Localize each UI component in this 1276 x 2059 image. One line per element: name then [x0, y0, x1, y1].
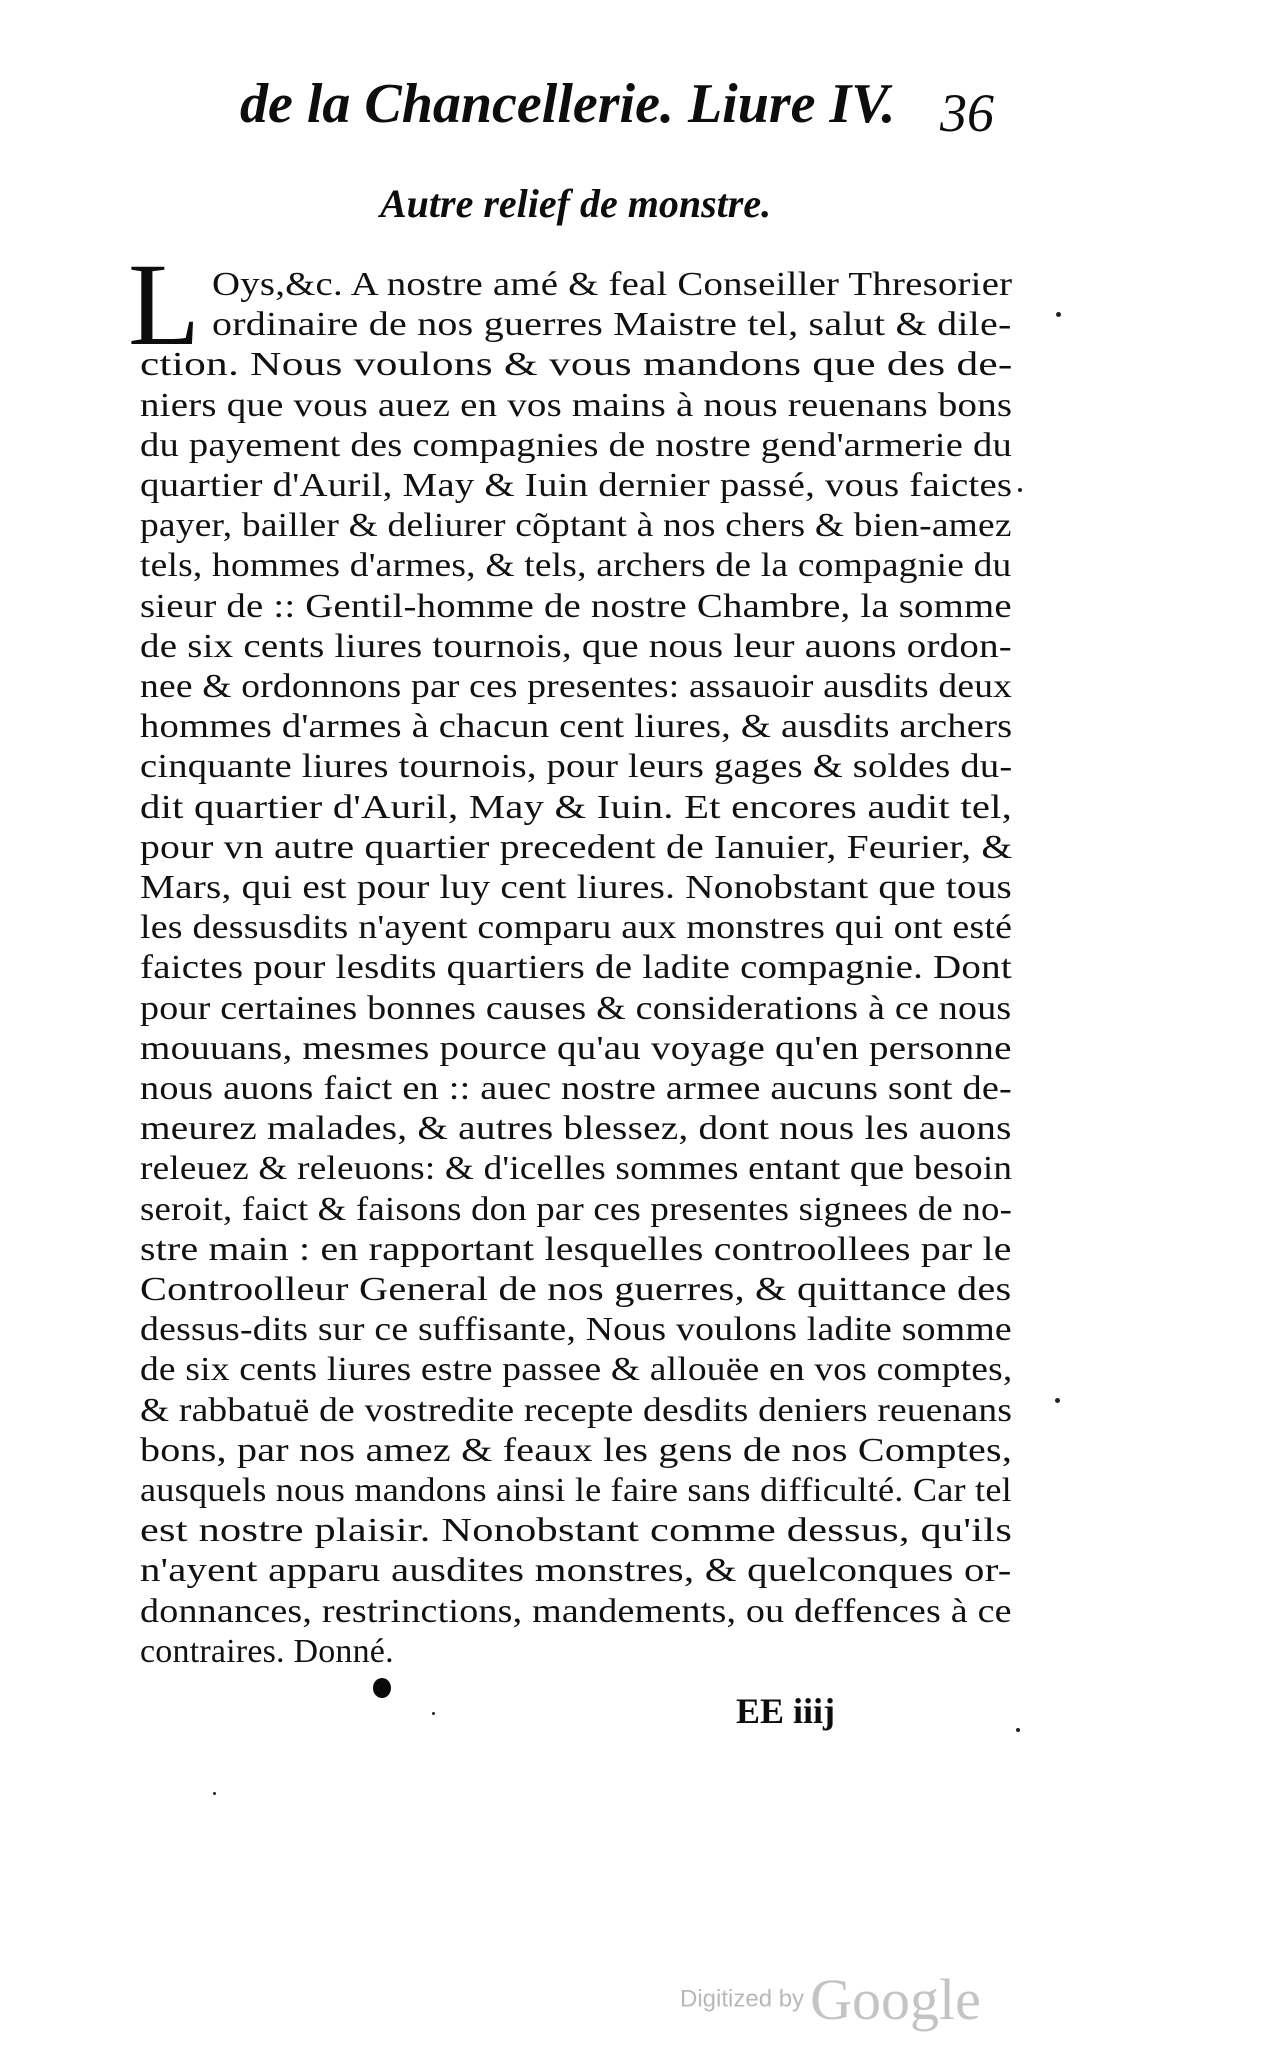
- text-line: sieur de :: Gentil-homme de nostre Chambre, la somme: [140, 588, 1012, 625]
- text-line: dit quartier d'Auril, May & Iuin. Et encores audit tel,: [140, 789, 1013, 826]
- text-line: les dessusdits n'ayent comparu aux monstres qui ont esté: [140, 909, 1013, 946]
- text-line: releuez & releuons: & d'icelles sommes entant que besoin: [140, 1150, 1013, 1187]
- text-line: ction. Nous voulons & vous mandons que des de-: [140, 346, 1013, 383]
- text-line: donnances, restrinctions, mandements, ou deffences à ce: [140, 1593, 1012, 1630]
- text-line: nous auons faict en :: auec nostre armee aucuns sont de-: [140, 1070, 1013, 1107]
- ink-speck: [213, 1792, 216, 1795]
- text-line: hommes d'armes à chacun cent liures, & ausdits archers: [140, 708, 1013, 745]
- signature-mark: EE iiij: [736, 1691, 836, 1731]
- text-line: & rabbatuë de vostredite recepte desdits deniers reuenans: [140, 1392, 1013, 1429]
- text-line: cinquante liures tournois, pour leurs gages & soldes du-: [140, 748, 1013, 785]
- running-head: de la Chancellerie. Liure IV.: [240, 73, 896, 135]
- text-line: mouuans, mesmes pource qu'au voyage qu'en personne: [140, 1030, 1012, 1067]
- ink-speck: [1016, 1728, 1020, 1732]
- ink-blot: [373, 1678, 391, 1698]
- page-number: 36: [940, 83, 994, 143]
- text-line: Controolleur General de nos guerres, & quittance des: [140, 1271, 1012, 1308]
- text-line: niers que vous auez en vos mains à nous reuenans bons: [140, 387, 1013, 424]
- digitization-watermark: [680, 1966, 981, 2033]
- text-line: n'ayent apparu ausdites monstres, & quelconques or-: [140, 1552, 1012, 1589]
- google-logo: Google: [810, 1967, 981, 2032]
- text-line: de six cents liures tournois, que nous leur auons ordon-: [140, 628, 1012, 665]
- ink-speck: [1055, 1398, 1060, 1403]
- text-line: Mars, qui est pour luy cent liures. Nonobstant que tous: [140, 869, 1013, 906]
- text-line: pour certaines bonnes causes & considerations à ce nous: [140, 990, 1012, 1027]
- text-line: bons, par nos amez & feaux les gens de nos Comptes,: [140, 1432, 1013, 1469]
- ink-speck: [1056, 312, 1061, 317]
- ink-speck: [432, 1712, 435, 1715]
- text-line: seroit, faict & faisons don par ces presentes signees de no-: [140, 1191, 1013, 1228]
- text-line: payer, bailler & deliurer cõptant à nos chers & bien-amez: [140, 507, 1012, 544]
- text-line: nee & ordonnons par ces presentes: assauoir ausdits deux: [140, 668, 1013, 705]
- text-line: meurez malades, & autres blessez, dont nous les auons: [140, 1110, 1012, 1147]
- text-line: ordinaire de nos guerres Maistre tel, salut & dile-: [212, 306, 1012, 343]
- ink-speck: [1018, 488, 1022, 492]
- text-line: pour vn autre quartier precedent de Ianuier, Feurier, &: [140, 829, 1013, 866]
- text-line: de six cents liures estre passee & allouëe en vos comptes,: [140, 1351, 1013, 1388]
- text-line: quartier d'Auril, May & Iuin dernier passé, vous faictes: [140, 467, 1013, 504]
- text-line: tels, hommes d'armes, & tels, archers de la compagnie du: [140, 547, 1012, 584]
- drop-cap: L: [128, 239, 201, 370]
- text-line: est nostre plaisir. Nonobstant comme dessus, qu'ils: [140, 1512, 1013, 1549]
- text-line: du payement des compagnies de nostre gend'armerie du: [140, 427, 1012, 464]
- section-title: Autre relief de monstre.: [380, 181, 772, 226]
- text-line: dessus-dits sur ce suffisante, Nous voulons ladite somme: [140, 1311, 1012, 1348]
- text-line: ausquels nous mandons ainsi le faire sans difficulté. Car tel: [140, 1472, 1012, 1509]
- watermark-prefix: Digitized by: [680, 1985, 805, 2013]
- text-line: stre main : en rapportant lesquelles controollees par le: [140, 1231, 1012, 1268]
- text-line: contraires. Donné.: [140, 1633, 394, 1670]
- text-line: Oys,&c. A nostre amé & feal Conseiller Thresorier: [212, 266, 1013, 303]
- text-line: faictes pour lesdits quartiers de ladite compagnie. Dont: [140, 949, 1012, 986]
